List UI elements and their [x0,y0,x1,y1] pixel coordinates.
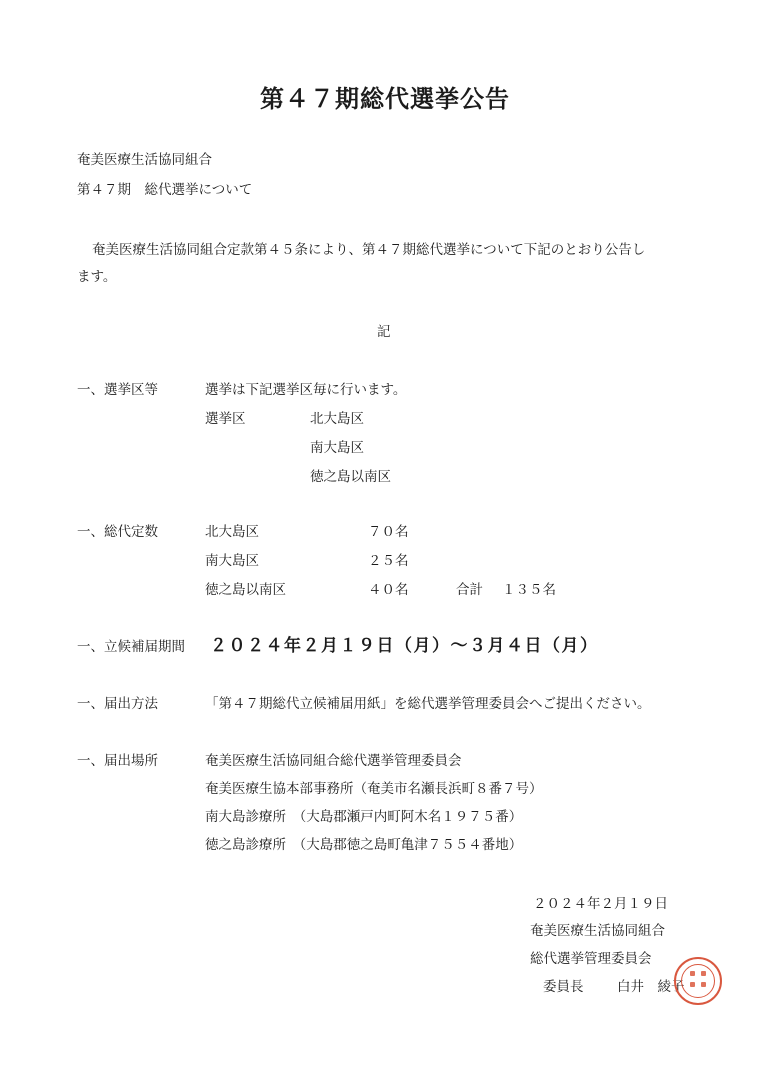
sec1-desc: 選挙は下記選挙区毎に行います。 [205,382,407,398]
sec5-label: 一、届出場所 [77,753,158,769]
district-item: 北大島区 [310,411,364,427]
sec1-label: 一、選挙区等 [77,382,158,398]
quota-district: 南大島区 [205,553,259,569]
footer-org: 奄美医療生活協同組合 [530,923,665,939]
place-item: 徳之島診療所 （大島郡徳之島町亀津７５５４番地） [205,837,523,853]
sec3-label: 一、立候補届期間 [77,639,185,655]
sec2-label: 一、総代定数 [77,524,158,540]
district-item: 南大島区 [310,440,364,456]
seal-mark [701,982,706,987]
quota-district: 徳之島以南区 [205,582,286,598]
footer-chair-name: 白井 綾子 [617,979,685,995]
place-item: 南大島診療所 （大島郡瀬戸内町阿木名１９７５番） [205,809,523,825]
footer-committee: 総代選挙管理委員会 [530,951,652,967]
seal-inner-ring [681,964,715,998]
footer-chair-title: 委員長 [543,979,584,995]
header-org: 奄美医療生活協同組合 [77,152,212,168]
seal-mark [701,971,706,976]
sec1-sublabel: 選挙区 [205,411,246,427]
sec4-label: 一、届出方法 [77,696,158,712]
footer-date: ２０２４年２月１９日 [533,896,668,912]
quota-district: 北大島区 [205,524,259,540]
seal-mark [690,982,695,987]
quota-count: ７０名 [368,524,409,540]
page-title: 第４７期総代選挙公告 [260,85,510,113]
submission-method: 「第４７期総代立候補届用紙」を総代選挙管理委員会へご提出ください。 [205,696,651,712]
total-value: １３５名 [502,582,556,598]
ki-heading: 記 [377,324,391,340]
place-item: 奄美医療生活協同組合総代選挙管理委員会 [205,753,462,769]
quota-count: ２５名 [368,553,409,569]
place-item: 奄美医療生協本部事務所（奄美市名瀬長浜町８番７号） [205,781,543,797]
seal-stamp-icon [674,957,722,1005]
total-label: 合計 [456,582,483,598]
district-item: 徳之島以南区 [310,469,391,485]
intro-line1: 奄美医療生活協同組合定款第４５条により、第４７期総代選挙について下記のとおり公告し [92,242,646,258]
intro-line2: ます。 [77,269,117,285]
seal-mark [690,971,695,976]
candidacy-period: ２０２４年２月１９日（月）～３月４日（月） [210,636,599,656]
quota-count: ４０名 [368,582,409,598]
header-subject: 第４７期 総代選挙について [77,182,253,198]
